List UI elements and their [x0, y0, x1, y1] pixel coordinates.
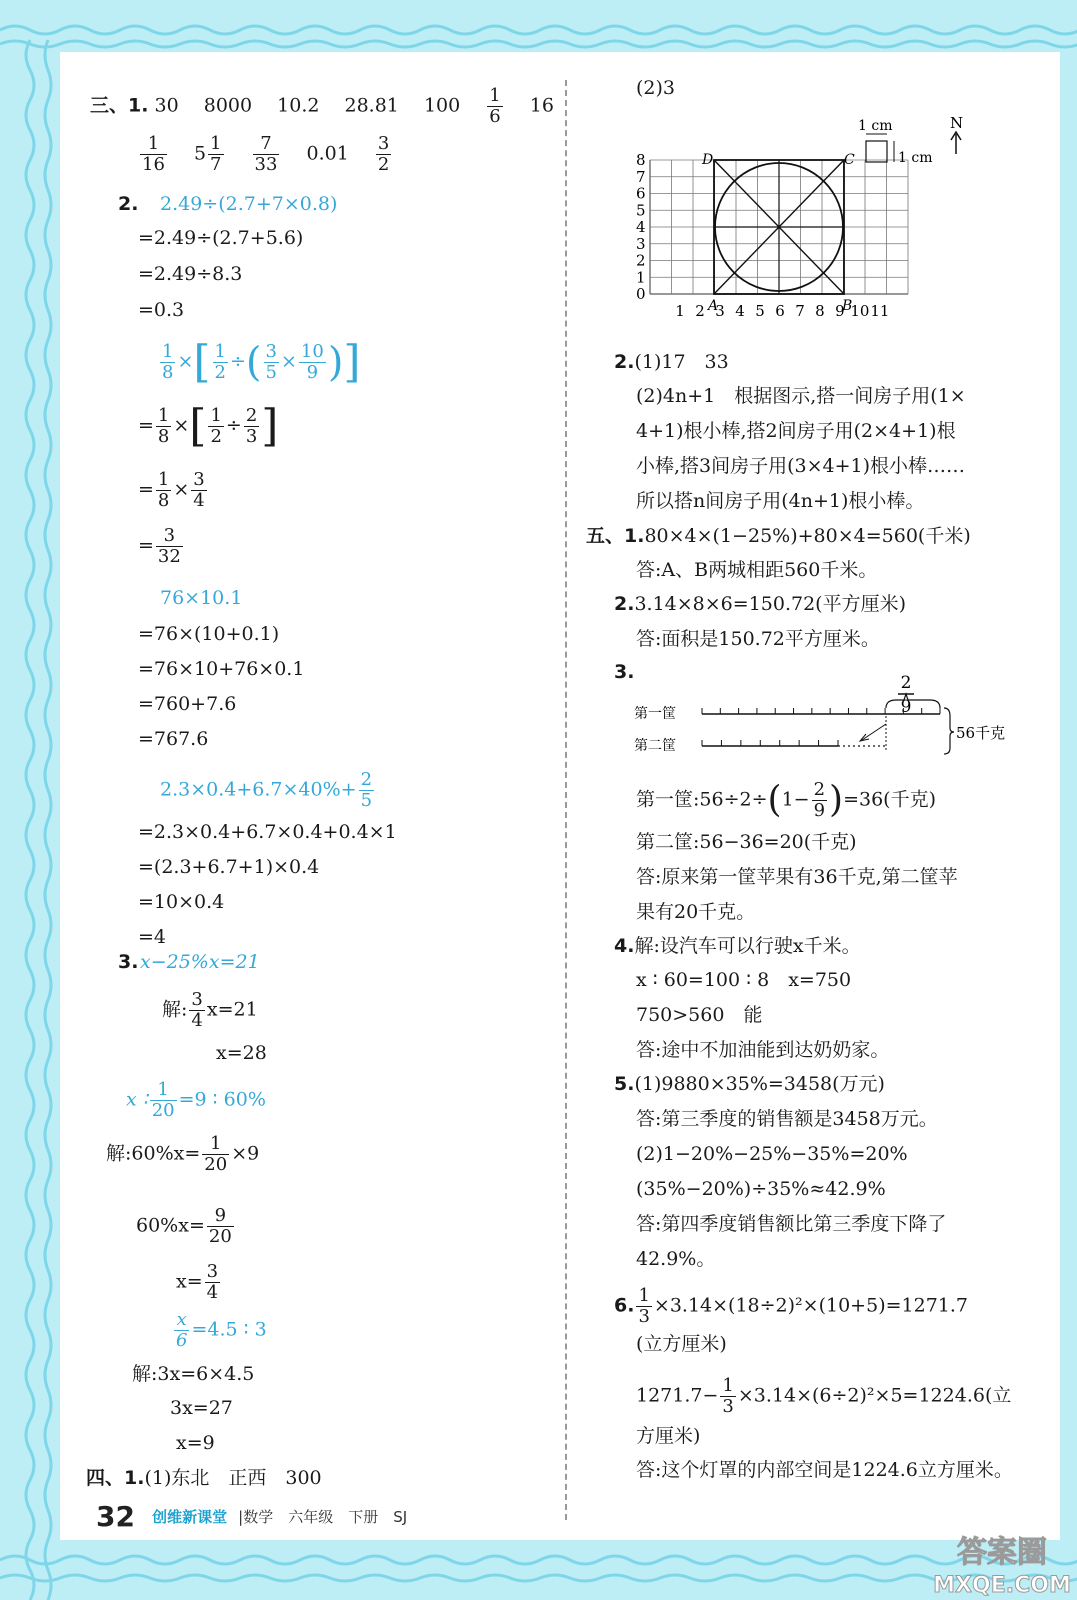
frac-numerator: 2	[900, 673, 912, 693]
answer: 10.2	[277, 94, 320, 117]
point-b-label: B	[842, 298, 853, 314]
section-5-q4: 4.解:设汽车可以行驶x千米。	[614, 935, 861, 957]
svg-text:MXQE.COM: MXQE.COM	[933, 1573, 1071, 1598]
x-tick-label: 5	[755, 302, 765, 320]
x-tick-label: 10	[850, 302, 870, 320]
basket-2-label: 第二筐	[634, 738, 676, 754]
calc-line: 第一筐:56÷2÷(1− $\frac{2}{9}$ )=36(千克)	[636, 779, 937, 821]
y-tick-label: 7	[636, 167, 646, 186]
calc-line: (立方厘米)	[636, 1333, 727, 1355]
answer: 30	[154, 94, 179, 117]
calc-line: x ∶ 60=100 ∶ 8 x=750	[636, 969, 852, 991]
question-2-line4: 小棒,搭3间房子用(3×4+1)根小棒……	[636, 455, 966, 477]
calc-step: = $\frac{1}{8}$ × $\frac{3}{4}$	[138, 469, 205, 511]
y-tick-label: 5	[636, 201, 646, 220]
answer-line: 答:第四季度销售额比第三季度下降了	[636, 1213, 947, 1235]
y-tick-label: 0	[636, 285, 646, 303]
answer-line: 42.9%。	[636, 1248, 716, 1270]
x-tick-label: 7	[795, 302, 805, 320]
book-info: |数学 六年级 下册 SJ	[238, 1508, 408, 1526]
problem-statement: 2.3×0.4+6.7×40%+ $\frac{2}{5}$	[160, 769, 373, 811]
x-tick-label: 11	[870, 302, 890, 320]
equation: x ∶ $\frac{1}{20}$ =9 ∶ 60%	[126, 1079, 266, 1121]
solution-step: 60%x= $\frac{9}{20}$	[136, 1205, 232, 1247]
segment-diagram	[634, 666, 1034, 766]
page-number: 32	[96, 1500, 135, 1533]
scale-label-top: 1 cm	[858, 118, 893, 134]
calc-step: =2.49÷(2.7+5.6)	[138, 227, 304, 249]
mixed-whole: 5	[193, 142, 207, 165]
section-5-q5: 5.(1)9880×35%=3458(万元)	[614, 1073, 885, 1095]
section-label: 三、1.	[90, 94, 149, 117]
x-tick-label: 9	[835, 302, 845, 320]
x-tick-label: 8	[815, 302, 825, 320]
question-number: 3.	[118, 951, 139, 973]
question-number: 2.	[118, 193, 139, 215]
point-d-label: D	[702, 152, 714, 168]
column-divider	[565, 80, 567, 1520]
x-tick-label: 1	[675, 302, 685, 320]
y-tick-label: 1	[636, 268, 646, 287]
calc-step: =(2.3+6.7+1)×0.4	[138, 856, 320, 878]
section-5-q6: 6. $\frac{1}{3}$ ×3.14×(18÷2)²×(10+5)=1271.7	[614, 1285, 969, 1327]
calc-step: =76×(10+0.1)	[138, 623, 280, 645]
calc-step: =10×0.4	[138, 891, 225, 913]
answer: 8000	[203, 94, 253, 117]
calc-line: (35%−20%)÷35%≈42.9%	[636, 1178, 886, 1200]
solution-step: 解: $\frac{3}{4}$ x=21	[162, 989, 258, 1031]
x-tick-label: 2	[695, 302, 705, 320]
section-5-q2: 2.3.14×8×6=150.72(平方厘米)	[614, 593, 907, 615]
solution-step: 解:60%x= $\frac{1}{20}$ ×9	[106, 1133, 260, 1175]
problem-statement: $\frac{1}{8}$ ×[ $\frac{1}{2}$ ÷( $\frac{3}{5}$ × $\frac{10}{9}$ )]	[162, 336, 361, 388]
y-tick-label: 2	[636, 251, 646, 270]
answer-line: 答:这个灯罩的内部空间是1224.6立方厘米。	[636, 1459, 1013, 1481]
answer: 28.81	[344, 94, 399, 117]
coordinate-grid-figure	[620, 108, 980, 340]
calc-step: =0.3	[138, 299, 185, 321]
solution-step: 3x=27	[170, 1397, 233, 1419]
solution-step: x=28	[216, 1042, 267, 1064]
x-tick-label: 4	[735, 302, 745, 320]
grid-shapes	[714, 160, 844, 294]
calc-line: (2)1−20%−25%−35%=20%	[636, 1143, 908, 1165]
answer: 0.01	[306, 142, 349, 165]
calc-step: =767.6	[138, 728, 209, 750]
equation: x−25%x=21	[140, 951, 260, 973]
problem-statement: 2.49÷(2.7+7×0.8)	[160, 193, 338, 215]
answer-line: 答:面积是150.72平方厘米。	[636, 628, 880, 650]
fraction: $\frac{3}{2}$	[377, 133, 390, 175]
basket-1-label: 第一筐	[634, 706, 676, 722]
point-c-label: C	[844, 152, 855, 168]
calc-step: =2.49÷8.3	[138, 263, 243, 285]
problem-statement: 76×10.1	[160, 587, 243, 609]
question-2-line5: 所以搭n间房子用(4n+1)根小棒。	[636, 490, 925, 512]
fraction: $\frac{1}{6}$	[489, 85, 501, 127]
answer-line: (2)3	[636, 77, 676, 99]
fraction: $\frac{1}{16}$	[142, 133, 165, 175]
page-footer	[96, 1500, 407, 1533]
frac-denominator: 9	[900, 697, 912, 717]
point-a-label: A	[708, 298, 719, 314]
north-label: N	[950, 114, 964, 132]
answer-line: 答:第三季度的销售额是3458万元。	[636, 1108, 938, 1130]
section-3-q1-row1	[90, 86, 554, 127]
section-3-q1-row2	[138, 134, 393, 175]
question-2-line2: (2)4n+1 根据图示,搭一间房子用(1×	[636, 385, 966, 407]
calc-line: 1271.7− $\frac{1}{3}$ ×3.14×(6÷2)²×5=1224.6(立	[636, 1375, 1012, 1417]
question-number: 3.	[614, 661, 635, 683]
fraction: $\frac{1}{7}$	[210, 133, 222, 175]
svg-text:答案圈: 答案圈	[957, 1535, 1047, 1570]
calc-step: =4	[138, 926, 167, 948]
calc-line: 第二筐:56−36=20(千克)	[636, 831, 857, 853]
calc-step: =2.3×0.4+6.7×0.4+0.4×1	[138, 821, 397, 843]
calc-step: =760+7.6	[138, 693, 237, 715]
answer-line: 果有20千克。	[636, 901, 756, 923]
y-tick-label: 6	[636, 184, 646, 203]
question-2-line1: 2.(1)17 33	[614, 351, 729, 373]
equation: $\frac{x}{6}$ =4.5 ∶ 3	[176, 1309, 267, 1351]
x-tick-label: 6	[775, 302, 785, 320]
calc-step: = $\frac{3}{32}$	[138, 525, 181, 567]
solution-step: x=9	[176, 1432, 215, 1454]
x-tick-label: 3	[715, 302, 725, 320]
y-tick-label: 8	[636, 151, 646, 169]
section-5-q1: 五、1.80×4×(1−25%)+80×4=560(千米)	[586, 525, 971, 547]
answer-line: 答:原来第一筐苹果有36千克,第二筐苹	[636, 866, 958, 888]
question-2-line3: 4+1)根小棒,搭2间房子用(2×4+1)根	[636, 420, 956, 442]
calc-line: 750>560 能	[636, 1004, 763, 1026]
section-4-q1: 四、1.(1)东北 正西 300	[86, 1467, 322, 1489]
answer: 100	[423, 94, 461, 117]
solution-step: 解:3x=6×4.5	[132, 1363, 255, 1385]
calc-step: = $\frac{1}{8}$ ×[ $\frac{1}{2}$ ÷ $\frac{2}{3}$ ]	[138, 400, 279, 452]
total-weight-label: 56千克	[956, 724, 1006, 742]
solution-step: x= $\frac{3}{4}$	[176, 1261, 219, 1303]
brand-name: 创维新课堂	[152, 1508, 228, 1526]
answer-line: 答:途中不加油能到达奶奶家。	[636, 1039, 890, 1061]
calc-line: 方厘米)	[636, 1425, 701, 1447]
calc-step: =76×10+76×0.1	[138, 658, 305, 680]
answer-line: 答:A、B两城相距560千米。	[636, 559, 878, 581]
y-tick-label: 3	[636, 234, 646, 253]
y-tick-label: 4	[636, 218, 646, 236]
watermark-logo	[930, 1520, 1075, 1600]
answer: 16	[529, 94, 554, 117]
fraction: $\frac{7}{33}$	[254, 133, 278, 175]
scale-label-right: 1 cm	[898, 150, 933, 166]
